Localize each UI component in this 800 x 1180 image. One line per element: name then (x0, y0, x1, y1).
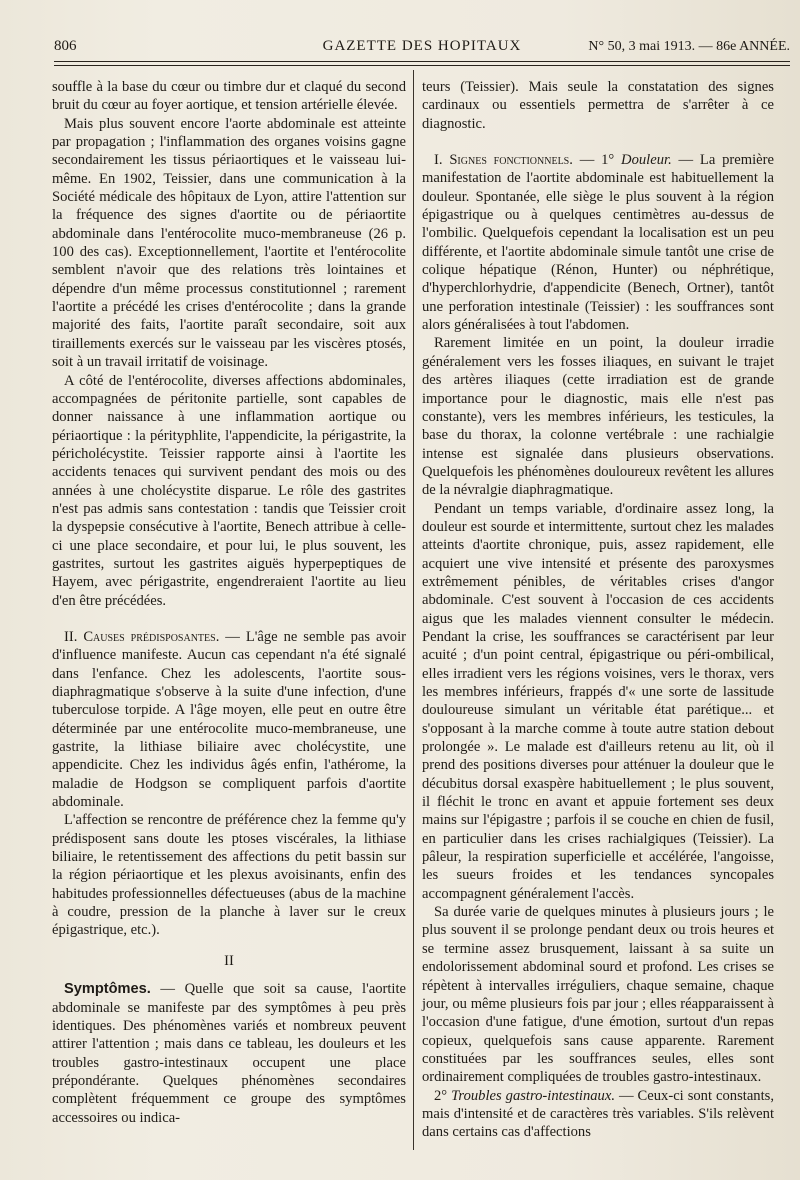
left-column (52, 78, 406, 1127)
right-column (422, 78, 774, 1142)
section-heading: II. Causes prédisposantes. (64, 628, 220, 645)
paragraph: Sa durée varie de quelques minutes à plusieurs jours ; le plus souvent il se prolonge pendant deux ou trois heures et se termine assez brusquement, laissant à sa suite un endolorissement abdominal sourd et profond. Les crises se répètent à intervalles irréguliers, chaque semaine, chaque jour, ou même plusieurs fois par jour ; elles réapparaissent à l'occasion d'une fatigue, d'une émotion, surtout d'un repas copieux, quelquefois sans cause apparente. Rarement constituées par les souffrances seules, elles sont ordinairement compliquées de troubles gastro-intestinaux. (422, 904, 774, 1086)
section-text: — Ceux-ci sont constants, mais d'intensité et de caractères très variables. S'ils relèvent dans certains cas d'affections (422, 1087, 774, 1141)
section-symptoms (52, 980, 406, 1127)
section-heading: Symptômes. (64, 981, 151, 998)
subsection-title: Troubles gastro-intestinaux. (451, 1087, 615, 1104)
roman-numeral-heading: II (224, 952, 234, 969)
section-heading: I. Signes fonctionnels. (434, 152, 573, 169)
section-text: — La première manifestation de l'aortite abdominale est habituellement la douleur. Spontanée, elle siège le plus souvent à la région épigastrique ou à quelques centimètres au-dessus de l'ombilic. Quelquefois cependant la localisation est un peu différente, et l'aortite abdominale simule tantôt une crise de colique hépatique (Rénon, Hunter) ou néphrétique, d'hyperchlorhydrie, d'appendicite (Benech, Ortner), tantôt une perforation intestinale (Teissier) : les souffrances sont alors généralisées à tout l'abdomen. (422, 152, 774, 334)
section-text: — Quelle que soit sa cause, l'aortite abdominale se manifeste par des symptômes à peu près identiques. Des phénomènes variés et nombreux peuvent attirer l'attention ; mais dans ce tableau, les douleurs et les troubles gastro-intestinaux occupent une place prépondérante. Quelques phénomènes secondaires complètent fréquemment ce groupe des symptômes accessoires ou indica- (52, 981, 406, 1126)
section-causes (52, 628, 406, 811)
paragraph: souffle à la base du cœur ou timbre dur et claqué du second bruit du cœur au foyer aortique, et tension artérielle élevée. (52, 79, 406, 114)
journal-title: GAZETTE DES HOPITAUX (322, 38, 522, 54)
paragraph: Pendant un temps variable, d'ordinaire assez long, la douleur est sourde et intermittente, surtout chez les malades atteints d'aortite chronique, puis, assez rapidement, elle acquiert une vive intensité et présente des paroxysmes extrêmement pénibles, de véritables crises d'angor abdominale. C'est souvent à l'occasion de ces accidents aigus que les malades viennent consulter le médecin. Pendant la crise, les souffrances se caractérisent par leur acuité ; d'un point central, épigastrique ou péri-ombilical, elles irradient vers les régions voisines, vers le thorax, vers les membres inférieurs, frappés d'« une sorte de lassitude douloureuse simulant un véritable état parétique... et s'opposant à la marche comme à toute autre station debout prolongée ». Le malade est d'ailleurs retenu au lit, où il prend des positions diverses pour atténuer la douleur que le décubitus dorsal exaspère habituellement ; le plus souvent, il fléchit le tronc en avant et appuie fortement ses deux mains sur l'épigastre ; parfois il se couche en chien de fusil, en particulier dans les crises rachialgiques (Teissier). La pâleur, la respiration superficielle et accélérée, l'angoisse, les sueurs froides et les tendances syncopales accompagnent généralement l'accès. (422, 500, 774, 902)
header-rule-thick (54, 61, 790, 62)
section-troubles (422, 1087, 774, 1142)
subsection-number: 2° (434, 1087, 452, 1104)
section-text: — L'âge ne semble pas avoir d'influence manifeste. Aucun cas cependant n'a été signalé dans l'enfance. Chez les adolescents, l'aortite sous-diaphragmatique s'observe à la suite d'une infection, d'une tuberculose torpide. A l'âge moyen, elle peut en outre être déterminée par une entérocolite muco-membraneuse, une gastrite, la lithiase biliaire avec cholécystite, une appendicite. Chez les individus âgés enfin, l'athérome, la maladie de Hodgson se compliquent parfois d'aortite abdominale. (52, 628, 406, 811)
header-rule-thin (54, 65, 790, 66)
paragraph: A côté de l'entérocolite, diverses affections abdominales, accompagnées de péritonite partielle, sont capables de donner naissance à une inflammation aortique ou périaortique : la pérityphlite, l'appendicite, la périgastrite, la péricholécystite. Teissier rapporte ainsi à l'aortite les accidents tenaces qui survivent pendant des mois ou des années à une cholécystite disparue. Le rôle des gastrites n'est pas admis sans contestation : tandis que Teissier croit la dyspepsie consécutive à l'aortite, Benech attribue à celle-ci une place secondaire, et pour lui, le plus souvent, les gastrites, surtout les gastrites aiguës hyperpeptiques de Hayem, avec périgastrite, engendreraient l'aortite au lieu d'en être précédées. (52, 372, 406, 609)
section-connector: — 1° (572, 152, 622, 169)
subsection-title: Douleur. (621, 152, 672, 169)
paragraph: L'affection se rencontre de préférence chez la femme qu'y prédisposent sans doute les ptoses viscérales, la lithiase biliaire, le retentissement des affections du petit bassin sur la région périaortique et les plexus avoisinants, enfin des habitudes professionnelles défectueuses (abus de la machine à coudre, pression de la planche à laver sur le creux épigastrique, etc.). (52, 812, 406, 939)
running-header (54, 36, 790, 60)
paragraph: Mais plus souvent encore l'aorte abdominale est atteinte par propagation ; l'inflammation des organes voisins gagne secondairement les tissus périaortiques et le vaisseau lui-même. En 1902, Teissier, dans une communication à la Société médicale des hôpitaux de Lyon, attire l'attention sur la fréquence des signes d'aortite ou de périaortite abdominale dans l'entérocolite muco-membraneuse (26 p. 100 des cas). Exceptionnellement, l'aortite et l'entérocolite semblent n'avoir que des relations très lointaines et dépendre d'un même processus constitutionnel ; rarement l'aortite a précédé les crises d'entérocolite ; dans la grande majorité des faits, l'aortite paraît secondaire, soit aux tiraillements exercés sur le vaisseau par les viscères ptosés, soit à un travail irritatif de voisinage. (52, 115, 406, 371)
page-number: 806 (54, 38, 77, 54)
issue-info: N° 50, 3 mai 1913. — 86e ANNÉE. (588, 39, 790, 54)
paragraph: teurs (Teissier). Mais seule la constatation des signes cardinaux ou essentiels permettra de s'arrêter à ce diagnostic. (422, 79, 774, 132)
section-signes (422, 151, 774, 334)
paragraph: Rarement limitée en un point, la douleur irradie généralement vers les fosses iliaques, en suivant le trajet des artères iliaques (cette irradiation est de grande importance pour le diagnostic, mais elle n'est pas constante), vers les membres inférieurs, les testicules, la base du thorax, la colonne vertébrale : une rachialgie intense est signalée dans plusieurs observations. Quelquefois les phénomènes douloureux revêtent les allures de la névralgie diaphragmatique. (422, 335, 774, 499)
column-divider (413, 70, 414, 1150)
